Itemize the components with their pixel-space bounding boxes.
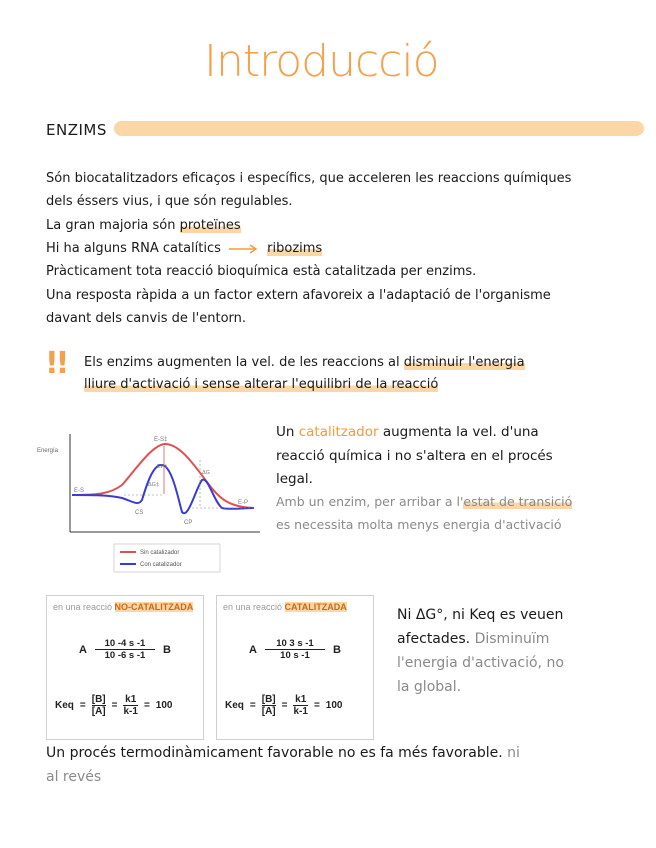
panel-1-header [53, 602, 193, 612]
legend-label-blue: Con catalizador [140, 562, 182, 568]
panel-1-rates [95, 638, 155, 661]
side-note-line-4: la global. [397, 679, 462, 695]
panel-2-eq-3: = [313, 700, 320, 711]
ribozims-highlight: ribozims [267, 241, 323, 256]
alert-line-1-text: Els enzims augmenten la vel. de les reaccions al [84, 355, 404, 370]
panel-1-keq-label: Keq [55, 700, 74, 711]
panel-2-keq-den: [A] [261, 706, 276, 717]
panel-2-keq-num: [B] [261, 694, 276, 705]
panel-1-k-frac [123, 694, 137, 717]
heading-highlight-bar [114, 121, 644, 136]
intro-line-4-text: Hi ha alguns RNA catalítics [46, 241, 221, 256]
graph-y-label: Energía [37, 448, 59, 454]
curve-sin-catalizador [72, 444, 254, 508]
catalyst-line-1-c: augmenta la vel. d'una [378, 424, 539, 440]
footer-line-1-b: ni [502, 745, 520, 761]
legend-label-red: Sin catalizador [140, 550, 180, 556]
arrow-right-icon [227, 244, 261, 254]
panel-1-rate-bottom: 10 -6 s -1 [104, 650, 146, 661]
panel-2-keq-label: Keq [225, 700, 244, 711]
side-note-line-2-a: afectades. [397, 631, 471, 647]
side-note-line-2-b: Disminuïm [470, 631, 550, 647]
label-g: ΔG [202, 470, 210, 476]
estat-transicio-highlight: estat de transició [463, 494, 573, 509]
panel-1-keq-den: [A] [91, 706, 106, 717]
footer-line-1 [46, 746, 520, 760]
panel-2-header-text: en una reacció [223, 602, 285, 612]
catalyst-line-1 [276, 426, 539, 440]
footer-line-1-a: Un procés termodinàmicament favorable no es fa més favorable. [46, 745, 503, 761]
panel-1-result: 100 [155, 700, 173, 711]
panel-2-rate-top: 10 3 s -1 [276, 638, 314, 649]
proteines-highlight: proteïnes [179, 218, 241, 233]
panel-2-reaction [249, 638, 341, 661]
panel-1-keq-num: [B] [91, 694, 106, 705]
label-gs: ΔG‡ [148, 482, 160, 488]
panel-1-eq-1: = [79, 700, 86, 711]
catalyst-line-2: reacció química i no s'altera en el procés [276, 448, 553, 464]
intro-line-3-text: La gran majoria són [46, 218, 180, 233]
panel-1-keq-frac [92, 694, 106, 717]
intro-line-7: davant dels canvis de l'entorn. [46, 311, 247, 326]
alert-highlight-2: lliure d'activació i sense alterar l'equilibri de la reacció [84, 377, 439, 392]
panel-2-k-frac [293, 694, 307, 717]
panel-2-b: B [332, 643, 341, 656]
label-ep: E-P [238, 500, 249, 506]
intro-line-2: dels éssers vius, i que són regulables. [46, 194, 293, 209]
panel-2-keq-frac [262, 694, 276, 717]
catalitzador-word: catalitzador [298, 424, 379, 440]
alert-icon: !! [45, 346, 67, 381]
intro-line-3 [46, 219, 241, 232]
side-note-line-3: l'energia d'activació, no [397, 655, 564, 671]
panel-1-reaction [79, 638, 171, 661]
alert-line-1 [84, 356, 525, 369]
panel-1-eq-2: = [111, 700, 118, 711]
panel-catalitzada [216, 595, 374, 740]
panel-1-a: A [79, 643, 87, 656]
panel-2-k-num: k1 [295, 694, 307, 705]
panel-2-a: A [249, 643, 257, 656]
panel-2-header [223, 602, 347, 612]
alert-highlight-1: disminuir l'energia [403, 355, 525, 370]
intro-line-5: Pràcticament tota reacció bioquímica està catalitzada per enzims. [46, 264, 477, 279]
panel-2-keq [225, 694, 342, 717]
panel-2-tag: CATALITZADA [284, 602, 347, 612]
panel-2-eq-1: = [249, 700, 256, 711]
panel-1-header-text: en una reacció [53, 602, 115, 612]
panel-1-b: B [162, 643, 171, 656]
panel-2-eq-2: = [281, 700, 288, 711]
catalyst-line-3: legal. [276, 471, 313, 487]
catalyst-line-4 [276, 496, 572, 509]
label-es-dagger: E-S‡ [154, 437, 168, 443]
panel-2-rates [265, 638, 325, 661]
curve-con-catalizador [72, 465, 254, 513]
panel-1-tag: NO-CATALITZADA [114, 602, 194, 612]
panel-1-eq-3: = [143, 700, 150, 711]
intro-line-1: Són biocatalitzadors eficaços i específics, que acceleren les reaccions químiques [46, 171, 572, 186]
catalyst-line-5: es necessita molta menys energia d'activació [276, 517, 562, 532]
side-note-line-2 [397, 632, 549, 646]
intro-line-6: Una resposta ràpida a un factor extern afavoreix a l'adaptació de l'organisme [46, 288, 551, 303]
alert-line-2 [84, 378, 438, 391]
panel-2-result: 100 [325, 700, 343, 711]
footer-line-2: al revés [46, 769, 102, 785]
label-cs: CS [135, 510, 144, 516]
page-title: Introducció [204, 36, 439, 87]
panel-1-k-den: k-1 [123, 706, 138, 717]
panel-2-k-den: k-1 [293, 706, 308, 717]
panel-1-rate-top: 10 -4 s -1 [104, 638, 146, 649]
label-cp: CP [184, 520, 193, 526]
panel-1-keq [55, 694, 172, 717]
label-ep-dagger: EP‡ [157, 464, 168, 470]
catalyst-line-4-a: Amb un enzim, per arribar a l' [276, 494, 464, 509]
energy-diagram [32, 420, 264, 580]
panel-1-k-num: k1 [125, 694, 137, 705]
panel-2-rate-bottom: 10 s -1 [280, 650, 310, 661]
catalyst-line-1-a: Un [276, 424, 299, 440]
panel-no-catalitzada [46, 595, 204, 740]
section-heading: ENZIMS [46, 121, 107, 139]
label-es: E-S [74, 488, 85, 494]
intro-line-4 [46, 242, 322, 255]
side-note-line-1: Ni ΔG°, ni Keq es veuen [397, 607, 564, 623]
